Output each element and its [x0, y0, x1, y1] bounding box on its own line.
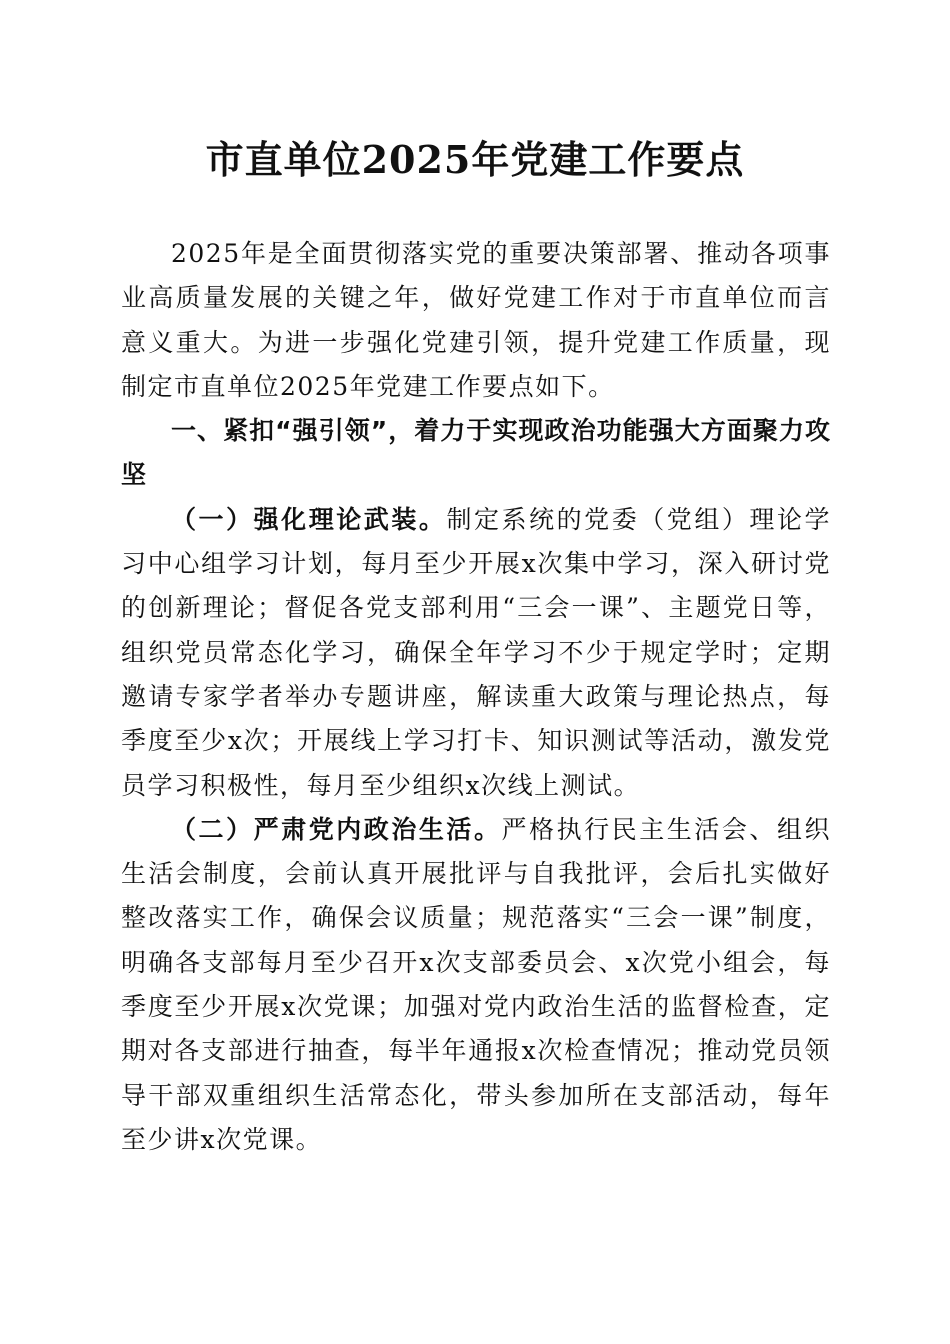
document-body [121, 232, 831, 1162]
item-1-text: 制定系统的党委（党组）理论学习中心组学习计划，每月至少开展x次集中学习，深入研讨党的创新理论；督促各党支部利用“三会一课”、主题党日等，组织党员常态化学习，确保全年学习不少于规定学时；定期邀请专家学者举办专题讲座，解读重大政策与理论热点，每季度至少x次；开展线上学习打卡、知识测试等活动，激发党员学习积极性，每月至少组织x次线上测试。 [121, 504, 831, 800]
document-title: 市直单位2025年党建工作要点 [205, 137, 745, 182]
item-paragraph-1 [121, 498, 831, 808]
item-2-text: 严格执行民主生活会、组织生活会制度，会前认真开展批评与自我批评，会后扎实做好整改落实工作，确保会议质量；规范落实“三会一课”制度，明确各支部每月至少召开x次支部委员会、x次党小组会，每季度至少开展x次党课；加强对党内政治生活的监督检查，定期对各支部进行抽查，每半年通报x次检查情况；推动党员领导干部双重组织生活常态化，带头参加所在支部活动，每年至少讲x次党课。 [121, 814, 831, 1154]
item-2-lead: （二）严肃党内政治生活。 [171, 814, 502, 844]
item-paragraph-2 [121, 808, 831, 1162]
item-1-lead: （一）强化理论武装。 [171, 504, 447, 534]
section-heading: 一、紧扣“强引领”，着力于实现政治功能强大方面聚力攻坚 [121, 416, 831, 490]
intro-paragraph: 2025年是全面贯彻落实党的重要决策部署、推动各项事业高质量发展的关键之年，做好党建工作对于市直单位而言意义重大。为进一步强化党建引领，提升党建工作质量，现制定市直单位2025年党建工作要点如下。 [121, 239, 831, 401]
